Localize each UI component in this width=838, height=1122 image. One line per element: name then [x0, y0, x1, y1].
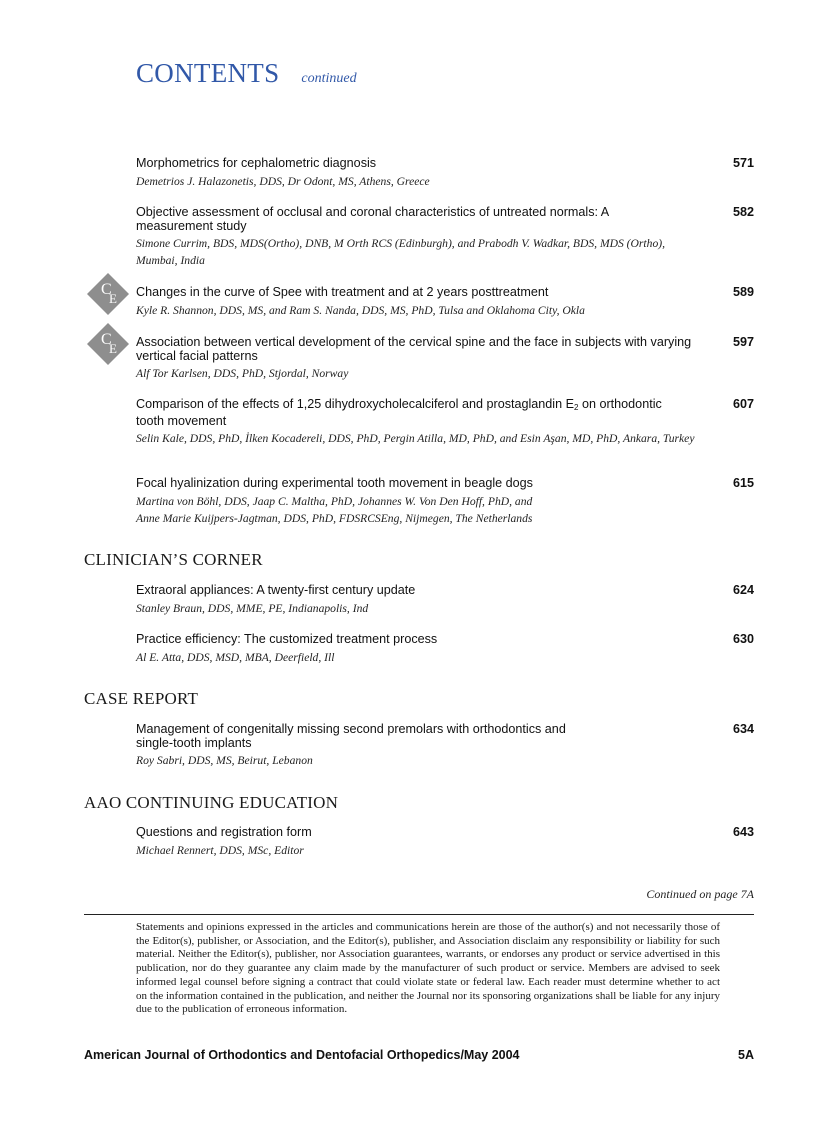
section-heading-case-report: CASE REPORT [84, 689, 199, 708]
article-title[interactable]: Morphometrics for cephalometric diagnosis [136, 156, 377, 170]
article-authors: Alf Tor Karlsen, DDS, PhD, Stjordal, Norway [136, 367, 349, 380]
page-number: 582 [732, 205, 754, 219]
article-authors: Roy Sabri, DDS, MS, Beirut, Lebanon [136, 754, 313, 767]
ce-credit-icon [86, 322, 130, 366]
article-title[interactable]: Objective assessment of occlusal and coronal characteristics of untreated normals: A measurement study [136, 205, 609, 233]
toc-entry[interactable] [136, 286, 754, 319]
toc-entry[interactable] [136, 398, 754, 447]
section-heading-clinicians-corner: CLINICIAN’S CORNER [84, 550, 263, 569]
toc-entry[interactable] [136, 157, 754, 190]
article-title[interactable]: Questions and registration form [136, 825, 312, 839]
page-number: 597 [732, 335, 754, 349]
page-number: 634 [732, 722, 754, 736]
section-heading-aao-ce: AAO CONTINUING EDUCATION [84, 793, 339, 812]
toc-entry[interactable] [136, 584, 754, 617]
article-authors: Al E. Atta, DDS, MSD, MBA, Deerfield, Ill [136, 650, 335, 664]
svg-text:E: E [109, 341, 117, 356]
disclaimer-text: Statements and opinions expressed in the articles and communications herein are those of the author(s) and not necessarily those of the Editor(s), publisher, or Association, and the Editor(s), publisher, and Association disclaim any responsibility or liability for such material. Neither the Editor(s), publisher, nor Association guarantees, warrants, or endorses any product or service advertised in this publication, nor do they guarantee any claim made by the manufacturer of such product or service. Members are advised to seek informed legal counsel before signing a contract that could violate state or federal law. Each reader must determine whether to act on the information contained in the publication, and neither the Journal nor its sponsoring organizations shall be liable for any injury due to the publication of erroneous information. [136, 921, 720, 1016]
article-authors: Stanley Braun, DDS, MME, PE, Indianapolis, Ind [136, 601, 369, 615]
toc-entry[interactable] [136, 477, 754, 527]
article-title[interactable]: Comparison of the effects of 1,25 dihydroxycholecalciferol and prostaglandin E2 on orthodontic tooth movement [136, 397, 662, 428]
page-number: 589 [732, 285, 754, 299]
page-title: CONTENTS [136, 58, 280, 88]
page-number: 643 [732, 825, 754, 839]
ce-credit-icon [86, 272, 130, 316]
divider [84, 914, 754, 915]
article-title[interactable]: Association between vertical development of the cervical spine and the face in subjects with varying vertical facial patterns [136, 335, 692, 363]
article-authors: Simone Currim, BDS, MDS(Ortho), DNB, M Orth RCS (Edinburgh), and Prabodh V. Wadkar, BDS, MDS (Ortho), Mumbai, India [136, 237, 665, 267]
page-footer [84, 1048, 754, 1062]
page-number: 630 [732, 632, 754, 646]
page-number: 624 [732, 583, 754, 597]
toc-entry[interactable] [136, 723, 754, 769]
article-title[interactable]: Practice efficiency: The customized treatment process [136, 632, 438, 646]
svg-text:E: E [109, 291, 117, 306]
footer-page-number: 5A [738, 1048, 754, 1062]
page-number: 607 [732, 397, 754, 411]
toc-entry[interactable] [136, 633, 754, 666]
page-number: 571 [732, 156, 754, 170]
article-title[interactable]: Focal hyalinization during experimental tooth movement in beagle dogs [136, 476, 533, 490]
contents-header [136, 58, 357, 89]
article-authors: Martina von Böhl, DDS, Jaap C. Maltha, PhD, Johannes W. Von Den Hoff, PhD, and Anne Marie Kuijpers-Jagtman, DDS, PhD, FDSRCSEng, Nijmegen, The Netherlands [136, 494, 533, 525]
article-authors: Selin Kale, DDS, PhD, İlken Kocadereli, DDS, PhD, Pergin Atilla, MD, PhD, and Esin Aşan, MD, PhD, Ankara, Turkey [136, 432, 695, 445]
toc-entry[interactable] [136, 206, 754, 269]
svg-text:C: C [101, 281, 112, 298]
toc-entry[interactable] [136, 826, 754, 859]
page-number: 615 [732, 476, 754, 490]
toc-entry[interactable] [136, 336, 754, 382]
article-authors: Kyle R. Shannon, DDS, MS, and Ram S. Nanda, DDS, MS, PhD, Tulsa and Oklahoma City, Okla [136, 303, 585, 317]
page-subtitle: continued [301, 71, 357, 86]
article-authors: Michael Rennert, DDS, MSc, Editor [136, 843, 304, 857]
article-title[interactable]: Changes in the curve of Spee with treatment and at 2 years posttreatment [136, 285, 549, 299]
journal-name: American Journal of Orthodontics and Dentofacial Orthopedics/May 2004 [84, 1048, 520, 1062]
continued-note[interactable]: Continued on page 7A [646, 887, 754, 901]
article-title[interactable]: Management of congenitally missing second premolars with orthodontics and single-tooth implants [136, 722, 566, 750]
svg-text:C: C [101, 331, 112, 348]
article-title[interactable]: Extraoral appliances: A twenty-first century update [136, 583, 416, 597]
article-authors: Demetrios J. Halazonetis, DDS, Dr Odont, MS, Athens, Greece [136, 174, 430, 188]
